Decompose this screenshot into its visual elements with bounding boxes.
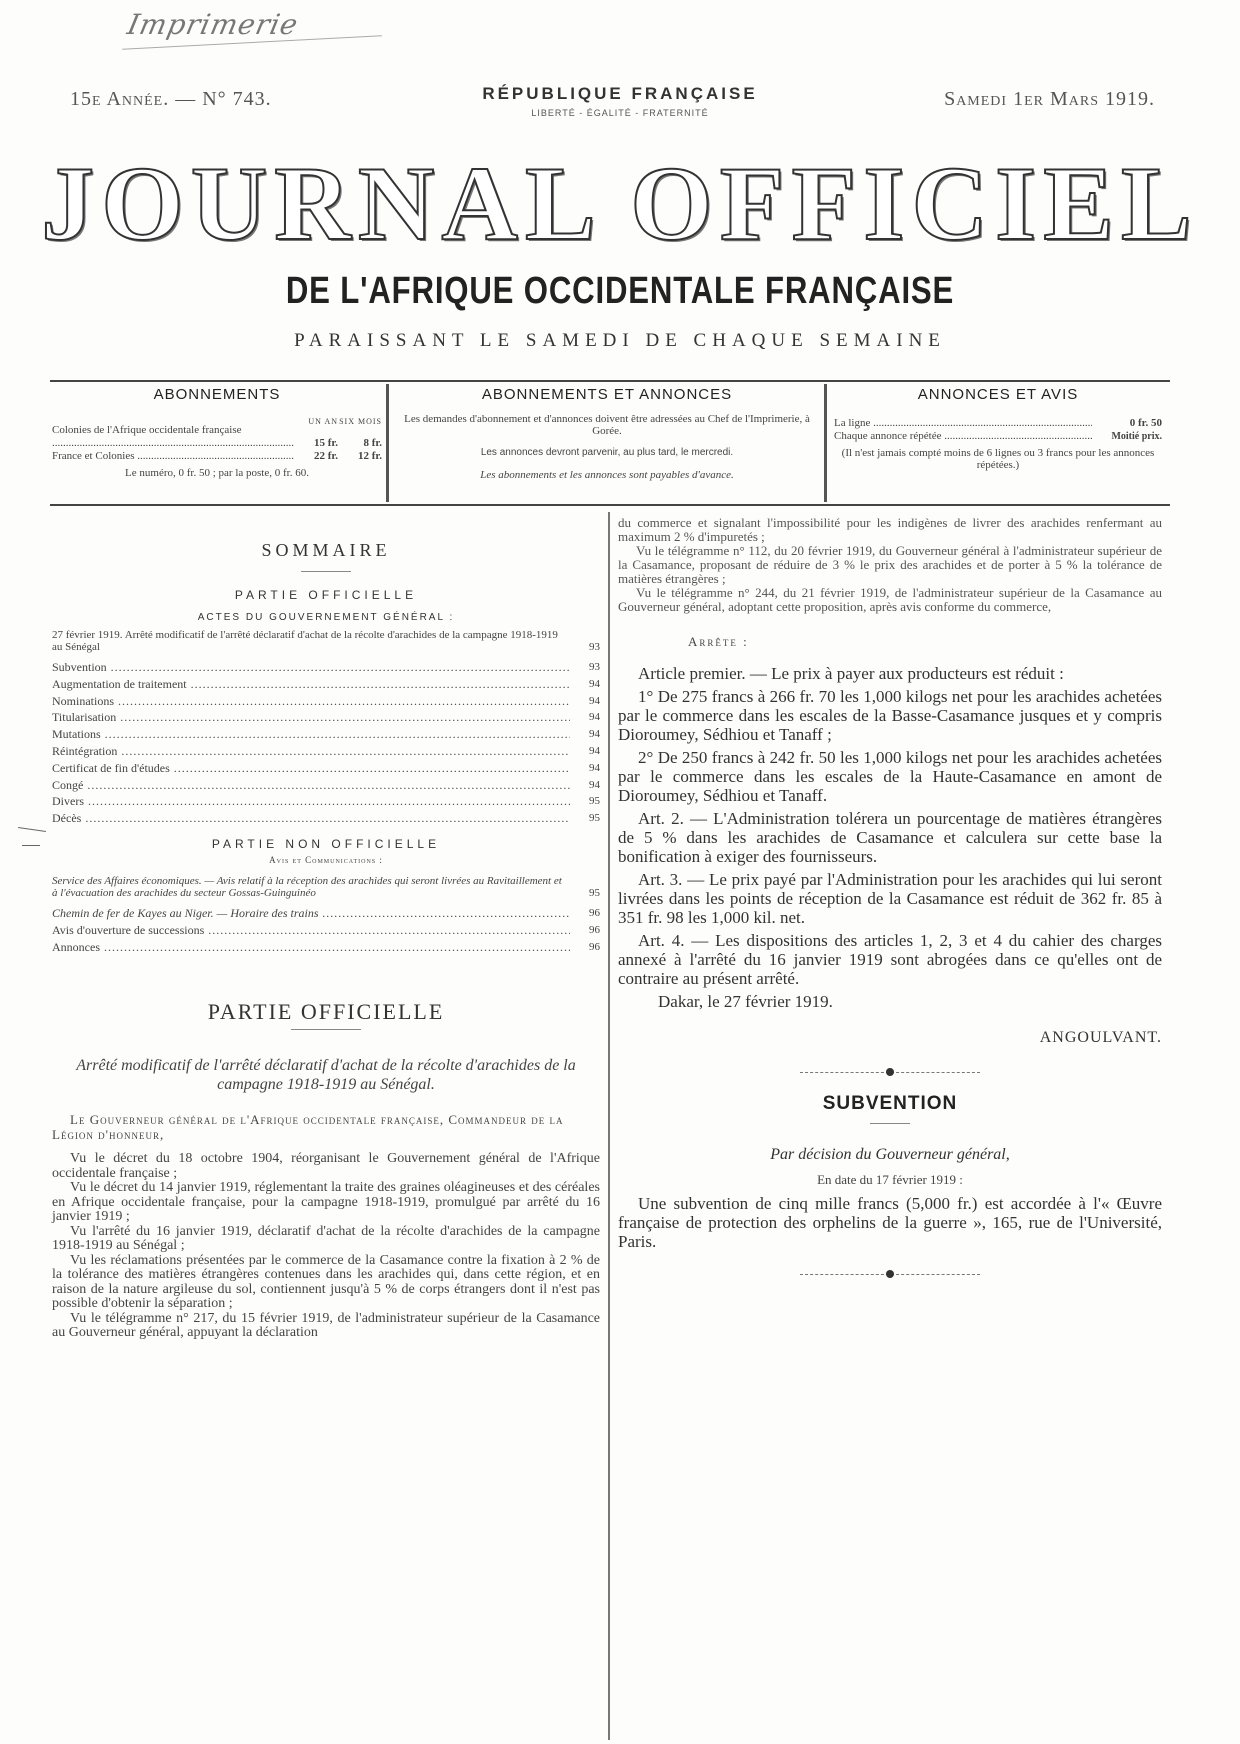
box-divider-2 [824, 384, 827, 502]
column-divider [608, 512, 610, 1740]
abonnements-annonces-line3: Les abonnements et les annonces sont payables d'avance. [480, 469, 734, 481]
issue-date: Samedi 1er Mars 1919. [944, 88, 1155, 110]
abonnements-annonces-title: ABONNEMENTS ET ANNONCES [481, 386, 733, 403]
toc-entry: Titularisation ..... 94 [52, 709, 600, 726]
partie-officielle-title: PARTIE OFFICIELLE [207, 999, 445, 1025]
sommaire-rule [301, 571, 351, 572]
visa-7: Vu le télégramme n° 244, du 21 février 1919, de l'administrateur supérieur de la Casamance au Gouverneur général, adoptant cette proposition, après avis conforme du commerce, [618, 585, 1162, 614]
abonnements-annonces-box [396, 386, 818, 502]
left-column [52, 516, 600, 1726]
margin-mark [22, 845, 40, 846]
visa-4: Vu les réclamations présentées par le commerce de la Casamance contre la fixation à 2 % de la tolérance des matières étrangères contenues dans les arachides qui, dans cette région, et en raison de la nature argileuse du sol, contiennent jusqu'à 5 % de corps étrangers dont il n'est pas possible d'obtenir la séparation ; [52, 1252, 600, 1312]
arrete-title: Arrêté modificatif de l'arrêté déclaratif d'achat de la récolte d'arachides de la campagne 1918-1919 au Sénégal. [76, 1057, 576, 1094]
toc-entry: Divers ..... 95 [52, 793, 600, 810]
partie-officielle-rule [291, 1029, 361, 1030]
prix-numero: Le numéro, 0 fr. 50 ; par la poste, 0 fr. 60. [125, 467, 309, 479]
toc-entry-service: Service des Affaires économiques. — Avis relatif à la réception des arachides qui seront livrées au Ravitaillement et à l'évacuation des arachides du secteur Gossas-Guinguinéo 95 [52, 874, 600, 899]
toc-entry-successions: Avis d'ouverture de successions ..... 96 [52, 922, 600, 939]
visa-continuation: du commerce et signalant l'impossibilité pour les indigènes de livrer des arachides renfermant au maximum 2 % d'impuretés ; [618, 515, 1162, 544]
masthead-title: JOURNAL OFFICIEL [41, 145, 1199, 262]
margin-mark [18, 827, 46, 832]
article-3: Art. 3. — Le prix payé par l'Administration pour les arachides qui lui seront livrées dans les points de réception de la Casamance est réduit de 362 fr. 85 à 351 fr. 98 les 1,000 kil. net. [618, 870, 1162, 927]
republique-header: RÉPUBLIQUE FRANÇAISE [482, 84, 758, 103]
sommaire-avis: Avis et Communications : [269, 854, 383, 865]
toc-entry: Certificat de fin d'études ..... 94 [52, 760, 600, 777]
lieu-date: Dakar, le 27 février 1919. [658, 992, 833, 1011]
article-1-a: 1° De 275 francs à 266 fr. 70 les 1,000 kilogs net pour les arachides achetées par le commerce dans les escales de la Basse-Casamance jusques et y compris Dioroumey, Sédhiou et Tanaff ; [618, 687, 1162, 744]
publication-frequency: PARAISSANT LE SAMEDI DE CHAQUE SEMAINE [294, 330, 946, 351]
annonces-avis-box [834, 386, 1162, 502]
toc-entry: Réintégration ..... 94 [52, 743, 600, 760]
visa-6: Vu le télégramme n° 112, du 20 février 1919, du Gouverneur général à l'administrateur supérieur de la Casamance, proposant de réduire de 3 % le prix des arachides et de porter à 5 % la tolérance de matières étrangères ; [618, 543, 1162, 586]
abonnement-row-colonies: Colonies de l'Afrique occidentale française ..... 15 fr. 8 fr. [52, 424, 382, 450]
gouverneur-preamble: Le Gouverneur général de l'Afrique occidentale française, Commandeur de la Légion d'honneur, [52, 1112, 564, 1143]
toc-entry: Décès ..... 95 [52, 810, 600, 827]
toc-entry-annonces: Annonces ..... 96 [52, 939, 600, 956]
visa-1: Vu le décret du 18 octobre 1904, réorganisant le Gouvernement général de l'Afrique occidentale française ; [52, 1151, 600, 1181]
subvention-date: En date du 17 février 1919 : [817, 1172, 963, 1187]
devise: LIBERTÉ - ÉGALITÉ - FRATERNITÉ [531, 108, 709, 118]
subvention-decision: Par décision du Gouverneur général, [770, 1146, 1010, 1163]
article-4: Art. 4. — Les dispositions des articles 1, 2, 3 et 4 du cahier des charges annexé à l'arrêté du 16 janvier 1919 sont abrogées dans ce qu'elles ont de contraire au présent arrêté. [618, 931, 1162, 988]
handwritten-annotation: Imprimerie [124, 8, 302, 41]
abonnements-title: ABONNEMENTS [153, 386, 281, 403]
sommaire-partie-non-officielle: PARTIE NON OFFICIELLE [211, 836, 441, 851]
abonnements-annonces-line1: Les demandes d'abonnement et d'annonces doivent être adressées au Chef de l'Imprimerie, à Gorée. [404, 413, 810, 437]
arrete-label: Arrête : [688, 634, 749, 649]
sommaire-actes: ACTES DU GOUVERNEMENT GÉNÉRAL : [197, 612, 455, 623]
sommaire-partie-officielle: PARTIE OFFICIELLE [234, 588, 418, 602]
masthead-subtitle: DE L'AFRIQUE OCCIDENTALE FRANÇAISE [285, 270, 955, 312]
article-2: Art. 2. — L'Administration tolérera un pourcentage de matières étrangères de 5 % dans les arachides de Casamance et calculera sur cette base la bonification à exiger des fournisseurs. [618, 809, 1162, 866]
toc-entry: Congé ..... 94 [52, 777, 600, 794]
abonnements-annonces-line2: Les annonces devront parvenir, au plus tard, le mercredi. [480, 447, 734, 458]
visa-5: Vu le télégramme n° 217, du 15 février 1919, de l'administrateur supérieur de la Casamance au Gouverneur général, appuyant la déclaration [52, 1310, 600, 1341]
article-1-b: 2° De 250 francs à 242 fr. 50 les 1,000 kilogs net pour les arachides achetées par le commerce dans les escales de la Haute-Casamance en amont de Dioroumey, Sédhiou et Tanaff. [618, 748, 1162, 805]
section-ornament [800, 1067, 980, 1077]
bottom-rule [50, 504, 1170, 506]
annonce-row-repetee: Chaque annonce répétée ..... Moitié prix. [834, 430, 1162, 443]
toc-entry-chemin: Chemin de fer de Kayes au Niger. — Horaire des trains ..... 96 [52, 905, 600, 922]
subvention-text: Une subvention de cinq mille francs (5,000 fr.) est accordée à l'« Œuvre française de protection des orphelins de la guerre », 165, rue de l'Université, Paris. [618, 1194, 1162, 1251]
annonces-avis-title: ANNONCES ET AVIS [917, 386, 1079, 403]
right-column [618, 516, 1162, 1416]
col-un-an: UN AN [308, 417, 338, 426]
toc-entry: Mutations ..... 94 [52, 726, 600, 743]
toc-entry: Nominations ..... 94 [52, 693, 600, 710]
toc-entry-arrete: 27 février 1919. Arrêté modificatif de l'arrêté déclaratif d'achat de la récolte d'arachides de la campagne 1918-1919 au Sénégal 93 [52, 629, 600, 653]
toc-entry: Subvention ..... 93 [52, 659, 600, 676]
top-rule [50, 380, 1170, 382]
subvention-rule [870, 1123, 910, 1124]
toc-list [52, 659, 600, 827]
annonce-row-ligne: La ligne ..... 0 fr. 50 [834, 417, 1162, 430]
signature: ANGOULVANT. [1039, 1029, 1162, 1046]
issue-number: 15e Année. — N° 743. [70, 88, 272, 110]
visa-2: Vu le décret du 14 janvier 1919, réglementant la traite des graines oléagineuses et des céréales en Afrique occidentale française, pour la campagne 1918-1919, promulgué par arrêté du 16 janvier 1919 ; [52, 1180, 600, 1225]
box-divider-1 [386, 384, 389, 502]
col-six-mois: SIX MOIS [339, 417, 382, 426]
abonnement-row-france: France et Colonies ..... 22 fr. 12 fr. [52, 450, 382, 463]
abonnements-box [52, 386, 382, 502]
toc-entry: Augmentation de traitement ..... 94 [52, 676, 600, 693]
sommaire-title: SOMMAIRE [261, 540, 391, 560]
article-1: Article premier. — Le prix à payer aux producteurs est réduit : [638, 664, 1064, 683]
annonce-note: (Il n'est jamais compté moins de 6 lignes ou 3 francs pour les annonces répétées.) [841, 447, 1155, 471]
subvention-title: SUBVENTION [822, 1093, 958, 1114]
bottom-ornament [800, 1269, 980, 1279]
visa-3: Vu l'arrêté du 16 janvier 1919, déclaratif d'achat de la récolte d'arachides de la campagne 1918-1919 au Sénégal ; [52, 1223, 600, 1254]
